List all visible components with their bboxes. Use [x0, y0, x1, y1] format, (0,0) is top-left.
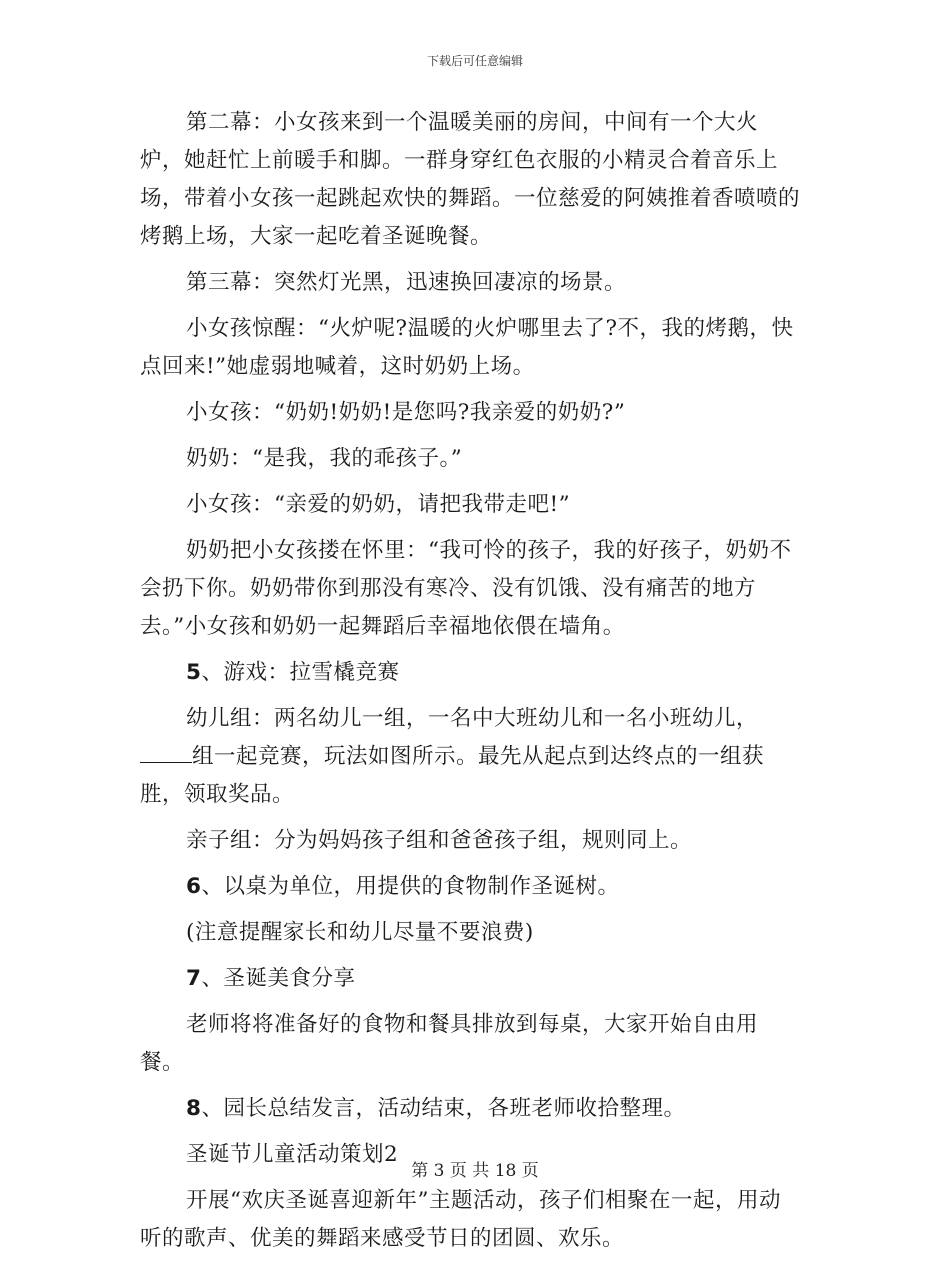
paragraph-girl-asks: 小女孩：“亲爱的奶奶，请把我带走吧!”	[186, 492, 571, 517]
section-8-number: 8	[186, 1096, 202, 1121]
section-8-title: 、园长总结发言，活动结束，各班老师收拾整理。	[201, 1096, 686, 1121]
paragraph-act-two: 第二幕：小女孩来到一个温暖美丽的房间，中间有一个大火炉，她赶忙上前暖手和脚。一群身穿红色衣服的小精灵合着音乐上场，带着小女孩一起跳起欢快的舞蹈。一位慈爱的阿姨推着香喷喷的烤鹅上场，大家一起吃着圣诞晚餐。	[140, 110, 801, 249]
section-5-heading	[140, 654, 800, 692]
paragraph-grandma-embrace: 奶奶把小女孩搂在怀里：“我可怜的孩子，我的好孩子，奶奶不会扔下你。奶奶带你到那没有寒冷、没有饥饿、没有痛苦的地方去。”小女孩和奶奶一起舞蹈后幸福地依偎在墙角。	[140, 538, 792, 639]
paragraph-note: (注意提醒家长和幼儿尽量不要浪费)	[186, 920, 534, 945]
section-7-title: 、圣诞美食分享	[201, 966, 356, 991]
paragraph-girl-wakes: 小女孩惊醒：“火炉呢?温暖的火炉哪里去了?不，我的烤鹅，快点回来!”她虚弱地喊着，这时奶奶上场。	[140, 316, 794, 379]
section-5-title: 、游戏：拉雪橇竞赛	[201, 660, 400, 685]
paragraph-act-three: 第三幕：突然灯光黑，迅速换回凄凉的场景。	[186, 270, 627, 295]
plan-title: 圣诞节儿童活动策划2	[186, 1142, 399, 1167]
fill-in-blank	[140, 740, 192, 763]
paragraph-intro: 开展“欢庆圣诞喜迎新年”主题活动，孩子们相聚在一起，用动听的歌声、优美的舞蹈来感受节日的团圆、欢乐。	[140, 1188, 781, 1251]
page-footer: 第 3 页 共 18 页	[411, 1161, 539, 1181]
paragraph-kindergarten-group	[140, 700, 800, 814]
paragraph-grandma-replies: 奶奶：“是我，我的乖孩子。”	[186, 446, 463, 471]
paragraph-parent-group: 亲子组：分为妈妈孩子组和爸爸孩子组，规则同上。	[186, 828, 693, 853]
section-6-heading	[140, 868, 800, 906]
section-6-number: 6	[186, 874, 202, 899]
section-7-number: 7	[186, 966, 202, 991]
document-body	[140, 104, 800, 1266]
section-6-title: 、以桌为单位，用提供的食物制作圣诞树。	[201, 874, 620, 899]
section-8-heading	[140, 1090, 800, 1128]
kindergarten-text-before: 幼儿组：两名幼儿一组，一名中大班幼儿和一名小班幼儿，	[186, 706, 759, 731]
section-5-number: 5	[186, 660, 202, 685]
paragraph-girl-calls: 小女孩：“奶奶!奶奶!是您吗?我亲爱的奶奶?”	[186, 400, 626, 425]
section-7-heading	[140, 960, 800, 998]
kindergarten-text-after: 组一起竞赛，玩法如图所示。最先从起点到达终点的一组获胜，领取奖品。	[140, 744, 765, 807]
paragraph-food-sharing: 老师将将准备好的食物和餐具排放到每桌，大家开始自由用餐。	[140, 1012, 759, 1075]
page-header: 下载后可任意编辑	[426, 54, 523, 68]
